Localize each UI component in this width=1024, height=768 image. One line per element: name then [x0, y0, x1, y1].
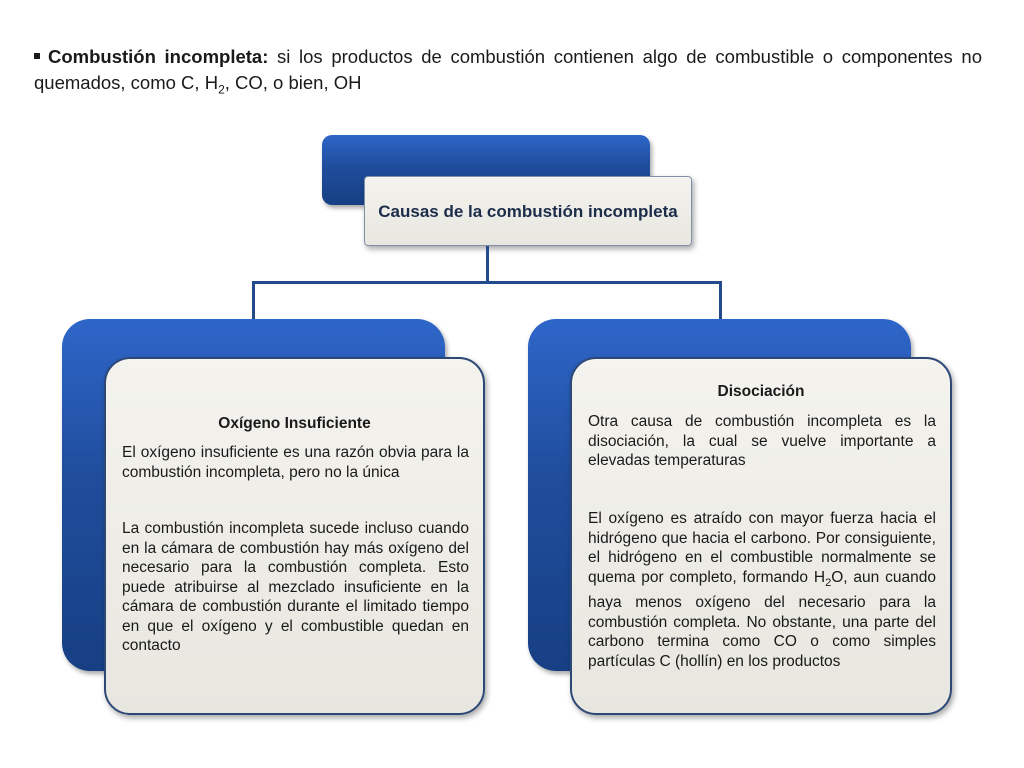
top-node — [364, 176, 692, 246]
header-paragraph — [34, 44, 982, 103]
header-text: si los productos de combustión contienen algo de combustible o componentes no quemados, como C, H — [34, 46, 982, 93]
right-node-title: Disociación — [717, 383, 805, 400]
left-node-paragraph-2: La combustión incompleta sucede incluso cuando en la cámara de combustión hay más oxígeno del necesario para la combustión completa. Esto puede atribuirse al mezclado insuficiente en la cámara de combustión durante el limitado tiempo en que el oxígeno y el combustible quedan en contacto — [122, 520, 469, 654]
right-node-paragraph-1: Otra causa de combustión incompleta es la disociación, la cual se vuelve importante a elevadas temperaturas — [588, 413, 936, 469]
header-subscript: 2 — [218, 82, 225, 97]
connector-vertical-top — [486, 246, 489, 283]
left-node-paragraph-1: El oxígeno insuficiente es una razón obvia para la combustión incompleta, pero no la única — [122, 444, 469, 481]
right-node-paragraph-2-end: O, aun cuando haya menos oxígeno del necesario para la combustión completa. No obstante, una parte del carbono termina como CO o como simples partículas C (hollín) en los productos — [588, 568, 936, 670]
header-bold-lead: Combustión incompleta: — [48, 46, 269, 67]
connector-horizontal — [252, 281, 722, 284]
left-node — [104, 357, 485, 715]
header-text-end: , CO, o bien, OH — [224, 72, 362, 93]
left-node-title: Oxígeno Insuficiente — [218, 415, 371, 432]
top-node-title: Causas de la combustión incompleta — [378, 202, 678, 221]
connector-right-drop — [719, 281, 722, 321]
right-node-subscript: 2 — [825, 576, 832, 589]
square-bullet-icon — [34, 53, 40, 59]
right-node-paragraph-2 — [588, 509, 936, 671]
connector-left-drop — [252, 281, 255, 321]
right-node-paragraph-2-start: El oxígeno es atraído con mayor fuerza hacia el hidrógeno que hacia el carbono. Por consiguiente, el hidrógeno en el combustible normalmente se quema por completo, formando H — [588, 510, 936, 586]
right-node — [570, 357, 952, 715]
